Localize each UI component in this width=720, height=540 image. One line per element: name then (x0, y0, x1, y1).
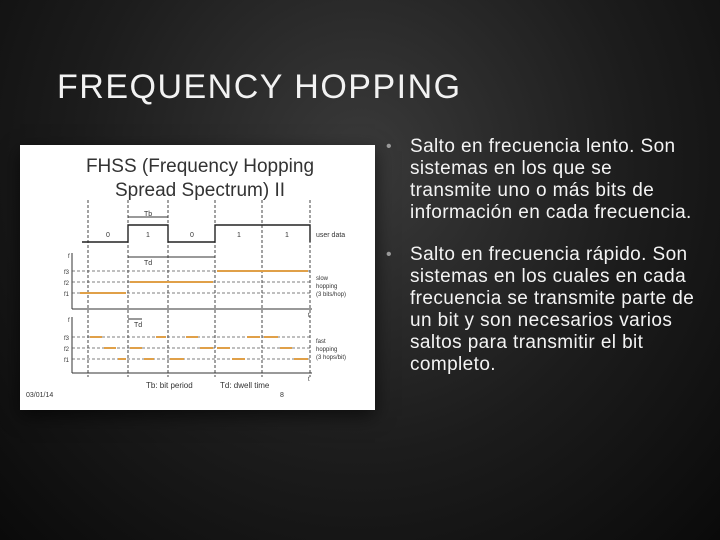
slow-f3: f3 (64, 270, 70, 276)
slow-label-2: hopping (316, 284, 338, 290)
bit-0: 0 (106, 232, 110, 239)
fhss-figure (20, 145, 375, 410)
bullet-list (386, 136, 696, 396)
bullet-item-slow-hopping (386, 136, 696, 224)
fast-label-1: fast (316, 339, 326, 345)
fast-axis-f: f (68, 318, 70, 324)
slow-axis-f: f (68, 254, 70, 260)
bit-boundaries (88, 200, 310, 377)
bit-2: 0 (190, 232, 194, 239)
user-data-wave (82, 225, 310, 242)
bullet-text: Salto en frecuencia lento. Son sistemas en los que se transmite uno o más bits de información en cada frecuencia. (410, 136, 692, 223)
footer-dwell-time: Td: dwell time (220, 381, 270, 390)
bullet-marker: • (386, 138, 393, 155)
user-data-label: user data (316, 232, 346, 239)
slow-axis-t: t (308, 313, 310, 319)
slide-title: FREQUENCY HOPPING (57, 68, 462, 106)
bit-1: 1 (146, 232, 150, 239)
fast-axis-t: t (308, 377, 310, 383)
figure-heading-line1: FHSS (Frequency Hopping (85, 156, 315, 177)
footer-bit-period: Tb: bit period (146, 381, 193, 390)
bullet-text: Salto en frecuencia rápido. Son sistemas en los cuales en cada frecuencia se transmite parte de un bit y son necesarios varios saltos para transmitir el bit completo. (410, 244, 695, 375)
slow-hopping-plot (64, 253, 346, 319)
slow-f2: f2 (64, 281, 70, 287)
bit-3: 1 (237, 232, 241, 239)
figure-heading-line2: Spread Spectrum) II (114, 180, 286, 201)
td-label-top: Td (144, 260, 153, 267)
fast-f3: f3 (64, 336, 70, 342)
footer-date: 03/01/14 (26, 392, 54, 399)
bullet-item-fast-hopping (386, 244, 696, 376)
footer-page: 8 (280, 392, 284, 399)
bullet-marker: • (386, 246, 393, 263)
fhss-diagram (20, 145, 375, 410)
fast-label-2: hopping (316, 347, 338, 353)
fast-f2: f2 (64, 347, 70, 353)
fast-label-3: (3 hops/bit) (316, 355, 347, 361)
slow-f1: f1 (64, 292, 70, 298)
tb-label: Tb (144, 211, 153, 218)
td-label-bottom: Td (134, 322, 143, 329)
bit-4: 1 (285, 232, 289, 239)
fast-hopping-plot (64, 317, 346, 383)
slow-label-3: (3 bits/hop) (316, 292, 347, 298)
fast-f1: f1 (64, 358, 70, 364)
slow-label-1: slow (316, 276, 329, 282)
